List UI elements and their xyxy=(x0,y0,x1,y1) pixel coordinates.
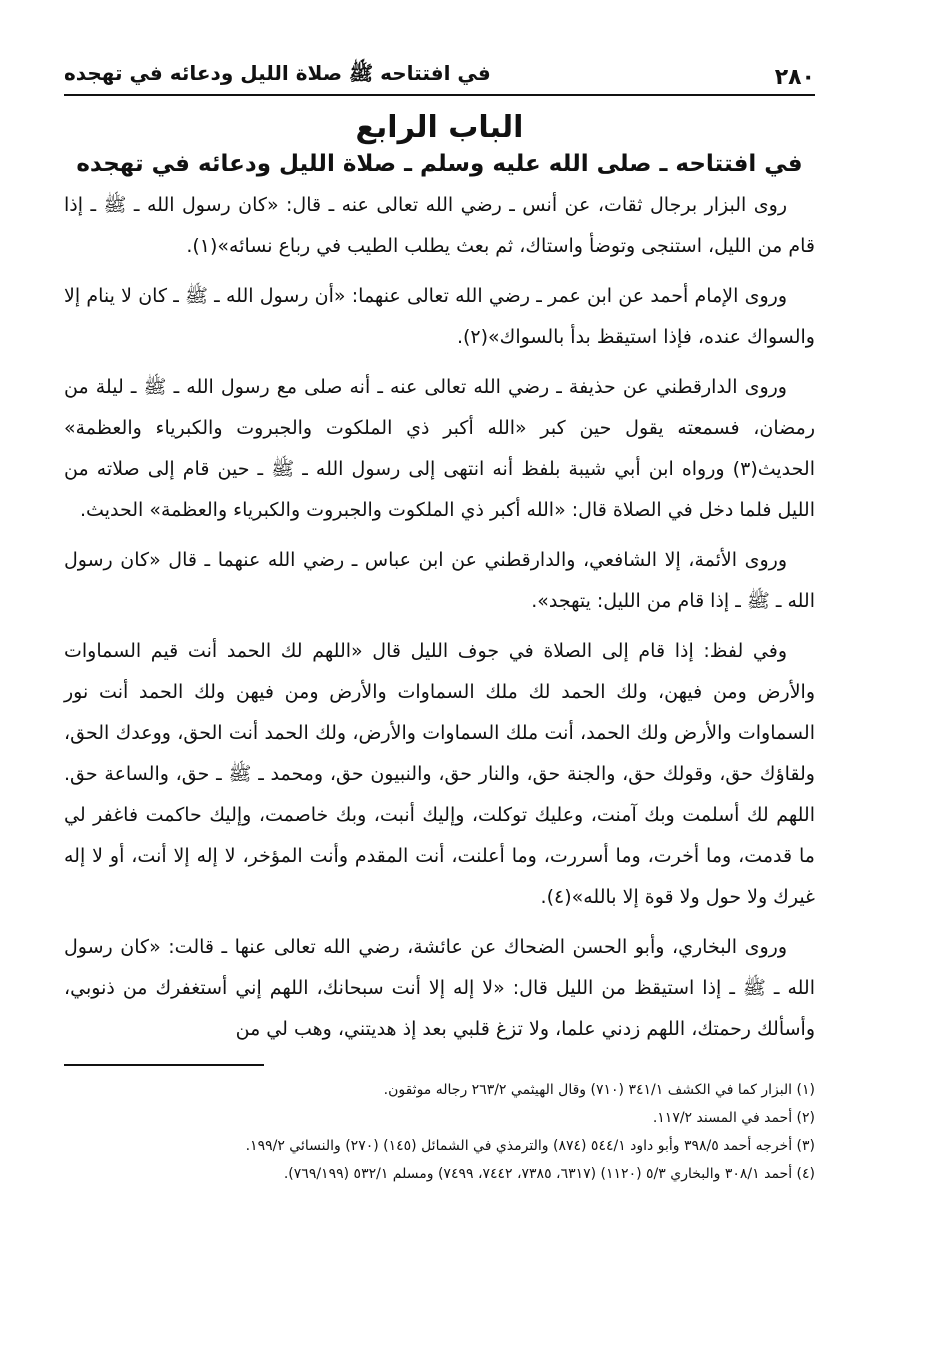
body-text xyxy=(64,185,815,1050)
running-header xyxy=(64,50,815,96)
footnote: (٤) أحمد ٣٠٨/١ والبخاري ٥/٣ (١١٢٠) (٦٣١٧، ٧٣٨٥، ٧٤٤٢، ٧٤٩٩) ومسلم ٥٣٢/١ (٧٦٩/١٩٩). xyxy=(283,1166,815,1182)
paragraph: وروى الدارقطني عن حذيفة ـ رضي الله تعالى عنه ـ أنه صلى مع رسول الله ـ ﷺ ـ ليلة من رمضان، فسمعته يقول حين كبر «الله أكبر ذي الملكوت والجبروت والكبرياء والعظمة» الحديث(٣) ورواه ابن أبي شيبة بلفظ أنه انتهى إلى رسول الله ـ ﷺ ـ حين قام إلى صلاته من الليل فلما دخل في الصلاة قال: «الله أكبر ذي الملكوت والجبروت والكبرياء والعظمة» الحديث. xyxy=(64,376,815,521)
paragraph: وروى البخاري، وأبو الحسن الضحاك عن عائشة، رضي الله تعالى عنها ـ قالت: «كان رسول الله ـ ﷺ ـ إذا استيقظ من الليل قال: «لا إله إلا أنت سبحانك، اللهم إني أستغفرك من ذنوبي، وأسألك رحمتك، اللهم زدني علما، ولا تزغ قلبي بعد إذ هديتني، وهب لي من xyxy=(64,936,815,1040)
chapter-title: الباب الرابع xyxy=(355,110,524,145)
page-number: ٢٨٠ xyxy=(774,65,815,90)
chapter-subtitle: في افتتاحه ـ صلى الله عليه وسلم ـ صلاة الليل ودعائه في تهجده xyxy=(76,151,803,177)
paragraph: روى البزار برجال ثقات، عن أنس ـ رضي الله تعالى عنه ـ قال: «كان رسول الله ـ ﷺ ـ إذا قام من الليل، استنجى وتوضأ واستاك، ثم بعث يطلب الطيب في رباع نسائه»(١). xyxy=(64,194,815,257)
footnote: (٢) أحمد في المسند ١١٧/٢. xyxy=(652,1110,815,1126)
paragraph: وفي لفظ: إذا قام إلى الصلاة في جوف الليل قال «اللهم لك الحمد أنت قيم السماوات والأرض ومن فيهن، ولك الحمد لك ملك السماوات والأرض ومن فيهن ولك الحمد أنت نور السماوات والأرض ولك الحمد، أنت ملك السماوات والأرض، ولك الحمد أنت الحق، ووعدك الحق، ولقاؤك حق، وقولك حق، والجنة حق، والنار حق، والنبيون حق، ومحمد ـ ﷺ ـ حق، والساعة حق. اللهم لك أسلمت وبك آمنت، وعليك توكلت، وإليك أنبت، وبك خاصمت، وإليك حاكمت فاغفر لي ما قدمت، وما أخرت، وما أسررت، وما أعلنت، أنت المقدم وأنت المؤخر، لا إله إلا أنت، أو لا إله غيرك ولا حول ولا قوة إلا بالله»(٤). xyxy=(64,640,815,908)
footnote: (١) البزار كما في الكشف ٣٤١/١ (٧١٠) وقال الهيثمي ٢٦٣/٢ رجاله موثقون. xyxy=(383,1082,815,1098)
footnotes xyxy=(64,1076,815,1188)
footnote: (٣) أخرجه أحمد ٣٩٨/٥ وأبو داود ٥٤٤/١ (٨٧٤) والترمذي في الشمائل (١٤٥) (٢٧٠) والنسائي ١٩٩/٢. xyxy=(245,1138,815,1154)
paragraph: وروى الأئمة، إلا الشافعي، والدارقطني عن ابن عباس ـ رضي الله عنهما ـ قال «كان رسول الله ـ ﷺ ـ إذا قام من الليل: يتهجد». xyxy=(64,549,815,612)
paragraph: وروى الإمام أحمد عن ابن عمر ـ رضي الله تعالى عنهما: «أن رسول الله ـ ﷺ ـ كان لا ينام إلا والسواك عنده، فإذا استيقظ بدأ بالسواك»(٢). xyxy=(64,285,815,348)
running-title: في افتتاحه ﷺ صلاة الليل ودعائه في تهجده xyxy=(64,61,491,85)
footnote-divider xyxy=(64,1064,264,1066)
book-page xyxy=(64,50,815,1344)
